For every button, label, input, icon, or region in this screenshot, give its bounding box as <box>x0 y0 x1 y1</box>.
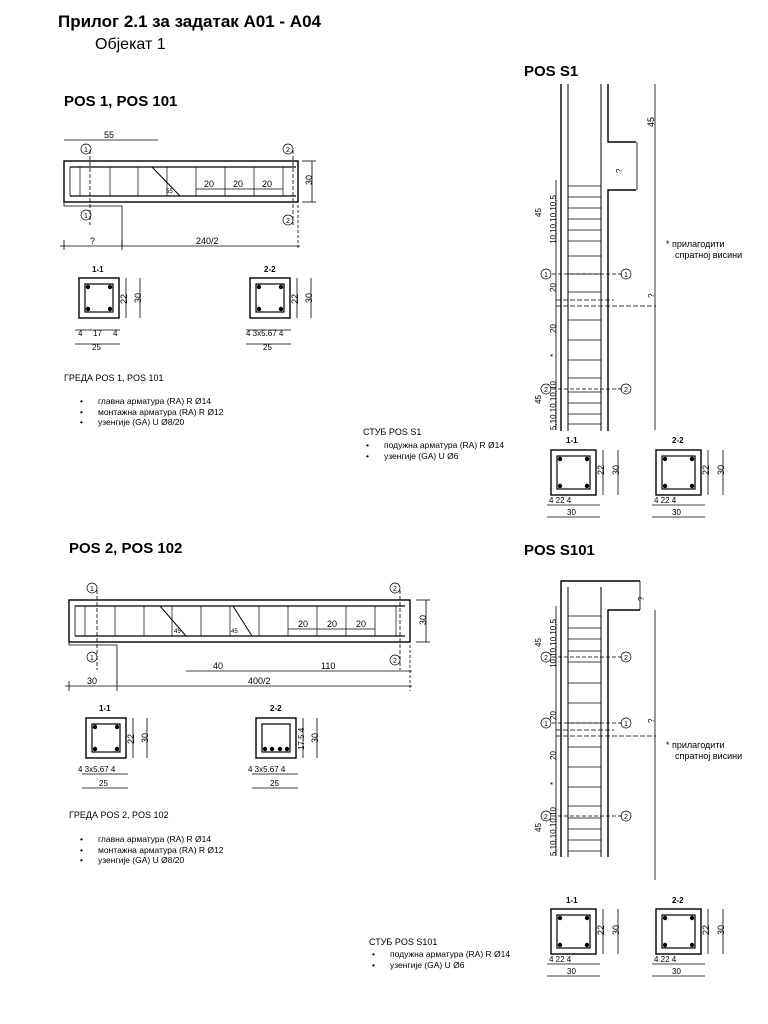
marker: 2 <box>544 655 548 662</box>
marker: 1 <box>84 213 88 220</box>
dim-label: 30 <box>87 676 98 686</box>
section-label: 2-2 <box>270 704 282 713</box>
dim-label: 20 <box>298 619 309 629</box>
col1-section-2 <box>652 450 723 517</box>
col1-note <box>666 239 742 261</box>
section-label: 1-1 <box>566 896 578 905</box>
dim-label: 30 <box>567 508 576 517</box>
dim-label: 45 <box>174 629 181 635</box>
col1-note-line2: спратној висини <box>675 250 743 260</box>
dim-label: * <box>549 781 558 785</box>
beam1-section-1 <box>75 278 140 344</box>
dim-label: 45 <box>646 116 656 127</box>
dim-label: 30 <box>672 967 681 976</box>
dim-label: 45 <box>534 208 543 217</box>
marker: 1 <box>544 272 548 279</box>
beam1-item: • монтажна арматура (RA) R Ø12 <box>78 407 223 418</box>
dim-label: 4 22 4 <box>654 955 677 964</box>
dim-label: 4 22 4 <box>549 496 572 505</box>
col2-title: POS S101 <box>524 542 595 559</box>
dim-label: 20 <box>262 179 273 189</box>
dim-label: ? <box>637 596 646 601</box>
dim-label: ? <box>647 293 656 298</box>
beam2-label: ГРЕДА POS 2, POS 102 <box>69 810 169 820</box>
dim-label: 4 3x5.67 4 <box>246 329 284 338</box>
marker-numbers <box>84 147 628 821</box>
col1-item: • узенгије (GA) U Ø6 <box>364 451 504 462</box>
marker: 1 <box>90 586 94 593</box>
section-label: 1-1 <box>566 436 578 445</box>
page-title: Прилог 2.1 за задатак А01 - А04 <box>58 12 321 31</box>
dim-label: 30 <box>672 508 681 517</box>
dim-label: 40 <box>213 661 224 671</box>
dim-label: 4 <box>78 329 83 338</box>
col2-elevation <box>552 581 656 880</box>
dim-label: 20 <box>327 619 338 629</box>
dim-label: 4 22 4 <box>549 955 572 964</box>
dim-label: 20 <box>204 179 215 189</box>
dim-label: 17.5 4 <box>297 727 306 750</box>
dim-label: 17 <box>93 329 102 338</box>
dim-label: 5,10,10,10,10 <box>549 807 558 856</box>
section-label: 2-2 <box>264 265 276 274</box>
dim-label: 30 <box>611 464 621 475</box>
beam2-item: • главна арматура (RA) R Ø14 <box>78 834 223 845</box>
dim-label: 5,10,10,10,10 <box>549 381 558 430</box>
beam2-section-1 <box>82 718 147 788</box>
dim-label: 30 <box>716 924 726 935</box>
col2-item: • подужна арматура (RA) R Ø14 <box>370 949 510 960</box>
dim-label: 25 <box>263 343 272 352</box>
marker: 2 <box>544 814 548 821</box>
beam2-items <box>78 834 223 866</box>
dim-label: 22 <box>701 464 711 475</box>
page-subtitle: Објекат 1 <box>95 36 166 53</box>
col2-section-1 <box>547 909 618 976</box>
col2-label: СТУБ POS S101 <box>369 937 438 947</box>
dim-label: 20 <box>549 283 558 292</box>
dim-label: 55 <box>166 189 173 195</box>
dim-label: 30 <box>716 464 726 475</box>
dim-label: 45 <box>534 395 543 404</box>
dim-label: 4 22 4 <box>654 496 677 505</box>
col1-note-line1: * прилагодити <box>666 239 725 249</box>
marker: 1 <box>544 721 548 728</box>
marker: 2 <box>624 655 628 662</box>
dim-label: 22 <box>596 924 606 935</box>
dim-label: ? <box>90 236 96 246</box>
col1-label: СТУБ POS S1 <box>363 427 422 437</box>
beam1-items <box>78 396 223 428</box>
section-label: 2-2 <box>672 436 684 445</box>
dim-label: 30 <box>304 292 314 303</box>
dim-label: 22 <box>119 293 129 304</box>
section-label: 1-1 <box>99 704 111 713</box>
dim-label: 45 <box>534 823 543 832</box>
dim-label: 4 3x5.67 4 <box>248 765 286 774</box>
col1-item: • подужна арматура (RA) R Ø14 <box>364 440 504 451</box>
col1-elevation <box>552 84 656 431</box>
beam1-elevation <box>60 140 316 250</box>
dim-label: 25 <box>92 343 101 352</box>
beam2-item: • монтажна арматура (RA) R Ø12 <box>78 845 223 856</box>
dim-label: 30 <box>140 732 150 743</box>
marker: 2 <box>544 387 548 394</box>
dim-label: 30 <box>611 924 621 935</box>
col1-title: POS S1 <box>524 63 579 80</box>
section-label: 1-1 <box>92 265 104 274</box>
dim-label: 45 <box>534 638 543 647</box>
beam2-item: • узенгије (GA) U Ø8/20 <box>78 855 223 866</box>
dim-label: 25 <box>270 779 279 788</box>
dim-label: 10,10,10,10,5 <box>549 619 558 668</box>
beam1-item: • главна арматура (RA) R Ø14 <box>78 396 223 407</box>
marker: 2 <box>624 387 628 394</box>
dim-label: ? <box>615 168 624 173</box>
marker: 2 <box>393 658 397 665</box>
dim-label: 110 <box>321 661 336 671</box>
section-label: 2-2 <box>672 896 684 905</box>
dim-label: ? <box>647 718 656 723</box>
dim-label: 55 <box>104 130 115 140</box>
beam1-title: POS 1, POS 101 <box>64 93 178 110</box>
dim-label: 240/2 <box>196 236 219 246</box>
marker: 1 <box>84 147 88 154</box>
marker: 2 <box>624 814 628 821</box>
dim-label: 25 <box>99 779 108 788</box>
beam1-label: ГРЕДА POS 1, POS 101 <box>64 373 164 383</box>
dim-label: 20 <box>356 619 367 629</box>
dim-label: 30 <box>418 614 428 625</box>
dim-label: 45 <box>231 629 238 635</box>
col1-items <box>364 440 504 461</box>
marker: 2 <box>286 218 290 225</box>
dim-label: 20 <box>549 711 558 720</box>
beam2-title: POS 2, POS 102 <box>69 540 183 557</box>
marker: 1 <box>624 272 628 279</box>
marker: 2 <box>393 586 397 593</box>
marker: 1 <box>624 721 628 728</box>
dim-label: 4 3x5.67 4 <box>78 765 116 774</box>
col2-note-line1: * прилагодити <box>666 740 725 750</box>
dim-label: 20 <box>233 179 244 189</box>
dim-label: 20 <box>549 324 558 333</box>
marker: 2 <box>286 147 290 154</box>
dim-label: 22 <box>701 924 711 935</box>
dim-label: 30 <box>567 967 576 976</box>
col2-item: • узенгије (GA) U Ø6 <box>370 960 510 971</box>
col2-note <box>666 740 742 762</box>
marker: 1 <box>90 655 94 662</box>
dim-label: 400/2 <box>248 676 271 686</box>
col1-section-1 <box>547 450 618 517</box>
col2-note-line2: спратној висини <box>675 751 743 761</box>
col2-items <box>370 949 510 970</box>
dim-label: 22 <box>126 733 136 744</box>
dim-label: 22 <box>596 464 606 475</box>
dim-label: 10,10,10,10,5 <box>549 195 558 244</box>
beam1-item: • узенгије (GA) U Ø8/20 <box>78 417 223 428</box>
dim-label: 20 <box>549 751 558 760</box>
dim-label: 22 <box>290 293 300 304</box>
dim-label: * <box>549 353 558 357</box>
dim-label: 30 <box>304 174 314 185</box>
col2-section-2 <box>652 909 723 976</box>
dim-label: 30 <box>310 732 320 743</box>
dim-label: 4 <box>113 329 118 338</box>
beam2-section-2 <box>252 718 317 788</box>
dim-label: 30 <box>133 292 143 303</box>
